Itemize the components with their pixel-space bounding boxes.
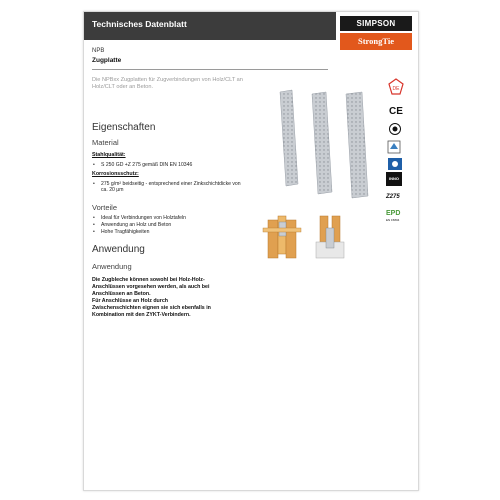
vorteil-1: • Ideal für Verbindungen von Holztafeln — [101, 215, 186, 221]
list-item — [94, 229, 244, 235]
plate-medium — [312, 92, 332, 194]
material-heading: Material — [92, 138, 119, 147]
wood-wood-connection-image — [263, 216, 301, 258]
epd-label: EPD — [386, 210, 401, 217]
vorteil-3: • Hohe Tragfähigkeiten — [101, 229, 150, 235]
ce-mark: CE — [389, 106, 403, 117]
epd-badge — [386, 210, 404, 226]
logo-strongtie: StrongTie — [340, 33, 412, 50]
z275-badge: Z275 — [386, 194, 400, 200]
datasheet-page — [83, 11, 419, 491]
corrosion-value: • 275 g/m² beidseitig - entsprechend einer Zinkschichtdicke von ca. 20 µm — [101, 181, 241, 194]
vorteil-2: • Anwendung an Holz und Beton — [101, 222, 172, 228]
logo-simpson: SIMPSON — [340, 16, 412, 31]
certification-icon — [387, 140, 401, 154]
product-code: NPB — [92, 48, 105, 54]
anwendung-text: Die Zugbleche können sowohl bei Holz-Holz- Anschlüssen vorgesehen werden, als auch bei Anschlüssen an Beton. Für Anschlüsse an Holz durch Zwischenschichten eignen sie sich ebenfalls in Kombination mit den ZYKT-Verbindern. — [92, 277, 211, 318]
eigenschaften-heading: Eigenschaften — [92, 122, 156, 133]
steel-value: • S 250 GD +Z 275 gemäß DIN EN 10346 — [101, 162, 193, 168]
seal-icon — [388, 122, 402, 136]
list-item — [94, 222, 244, 228]
approval-badge-icon — [388, 78, 404, 96]
black-square-badge: INNO — [386, 172, 402, 186]
corrosion-label: Korrosionsschutz: — [92, 171, 139, 177]
header — [84, 12, 418, 46]
header-bar — [84, 12, 336, 40]
list-item — [94, 162, 244, 168]
plate-small — [280, 90, 298, 186]
header-divider — [92, 69, 328, 70]
simpson-strongtie-logo — [340, 16, 412, 56]
svg-text:DE: DE — [392, 86, 400, 92]
product-plates-image — [274, 80, 374, 200]
application-illustrations — [262, 212, 362, 262]
header-title: Technisches Datenblatt — [92, 19, 187, 29]
epd-standard: EN 15804 — [386, 218, 400, 222]
plate-large — [346, 92, 368, 198]
quality-mark-icon — [388, 158, 402, 170]
list-item — [94, 215, 244, 221]
wood-concrete-connection-image — [316, 216, 344, 258]
anwendung-heading: Anwendung — [92, 244, 145, 255]
intro-text: Die NPBxx Zugplatten für Zugverbindungen von Holz/CLT an Holz/CLT oder an Beton. — [92, 77, 243, 90]
anwendung-subheading: Anwendung — [92, 262, 132, 271]
steel-label: Stahlqualität: — [92, 152, 126, 158]
vorteile-heading: Vorteile — [92, 203, 118, 212]
list-item — [94, 181, 244, 194]
product-name: Zugplatte — [92, 57, 122, 64]
